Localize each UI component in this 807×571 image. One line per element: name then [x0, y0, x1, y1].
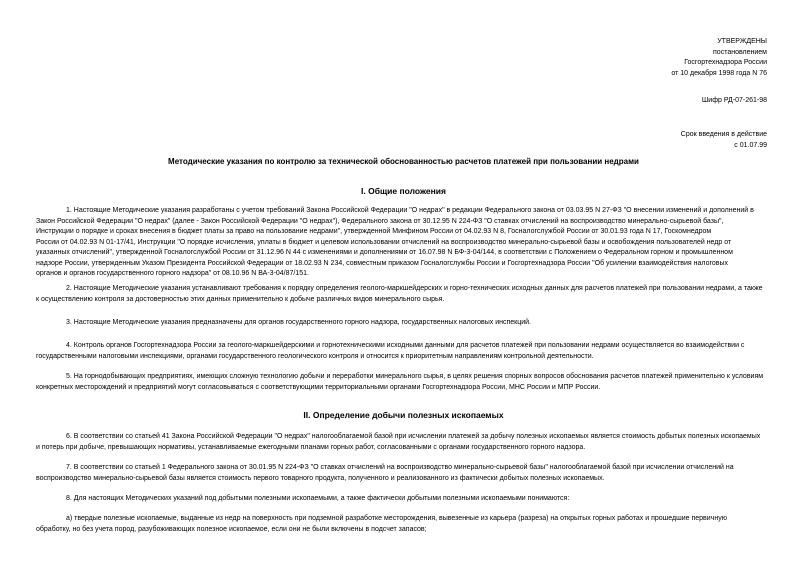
approval-line-2: постановлением	[713, 48, 767, 56]
paragraph-7	[36, 463, 770, 484]
paragraph-line: 4. Контроль органов Госгортехнадзора России за геолого-маркшейдерскими и горнотехническими исходными данными для расчетов платежей при пользовании недрами осуществляется во взаимодействии с	[66, 342, 745, 349]
paragraph-8	[36, 494, 770, 505]
effective-date: с 01.07.99	[734, 141, 767, 149]
paragraph-line: к осуществлению контроля за достоверностью этих данных применительно к добыче различных видов минерального сырья.	[36, 295, 445, 303]
paragraph-line: России от 04.02.93 N 01-17/41, Инструкции "О порядке исчисления, уплаты в бюджет и целевом использовании отчислений на воспроизводство минерально-сырьевой базы и освобождения пользователей недр от	[36, 238, 732, 246]
paragraph-1	[36, 206, 770, 280]
paragraph-line: 6. В соответствии со статьей 41 Закона Российской Федерации "О недрах" налогооблагаемой базой при исчислении платежей за добычу полезных ископаемых является стоимость добытых полезных ископаемых	[66, 433, 761, 440]
paragraph-line: а) твердые полезные ископаемые, выданные из недр на поверхность при подземной разработке месторождения, вывезенные из карьера (разреза) на открытых горных работах и прошедшие первичную	[66, 515, 727, 522]
effective-label: Срок введения в действие	[680, 131, 767, 138]
paragraph-line: обработку, но без учета пород, разубоживающих полезное ископаемое, если они не были включены в подсчет запасов;	[36, 525, 427, 533]
approval-block	[557, 37, 767, 79]
paragraph-line: 3. Настоящие Методические указания предназначены для органов государственного горного надзора, государственных налоговых инспекций.	[66, 319, 531, 326]
paragraph-5	[36, 372, 770, 393]
paragraph-line: государственными налоговыми инспекциями, органами государственного геологического контроля и относится к приоритетным направлениям контрольной деятельности.	[36, 352, 594, 360]
paragraph-2	[36, 284, 770, 305]
paragraph-4	[36, 341, 770, 362]
paragraph-line: конкретных месторождений и предприятий могут согласовываться с соответствующими территориальными органами Госгортехнадзора России, МНС России и МПР России.	[36, 383, 601, 391]
paragraph-line: 8. Для настоящих Методических указаний под добытыми полезными ископаемыми, а также фактически добытыми полезными ископаемыми понимаются:	[66, 495, 570, 502]
paragraph-line: Закон Российской Федерации "О недрах" (далее - Закон Российской Федерации "О недрах"), Федерального закона от 30.12.95 N 224-ФЗ "О ставках отчислений на воспроизводство минерально-сырьевой базы",	[36, 217, 724, 225]
paragraph-8a	[36, 514, 770, 535]
paragraph-line: надзоре России, утвержденным Указом Президента Российской Федерации от 18.02.93 N 234, совместным приказом Госналогслужбы России и Госгортехнадзора России "Об усилении взаимодействия налоговых	[36, 259, 728, 267]
approval-line-4: от 10 декабря 1998 года N 76	[671, 69, 767, 77]
paragraph-line: 1. Настоящие Методические указания разработаны с учетом требований Закона Российской Федерации "О недрах" в редакции Федерального закона от 03.03.95 N 27-ФЗ "О внесении изменений и дополнений в	[66, 207, 754, 214]
approval-line-3: Госгортехнадзора России	[684, 59, 767, 66]
paragraph-line: 7. В соответствии со статьей 1 Федерального закона от 30.01.95 N 224-ФЗ "О ставках отчислений на воспроизводство минерально-сырьевой базы" налогооблагаемой базой при исчислении отчислений на	[66, 464, 734, 471]
section-1-heading: I. Общие положения	[361, 186, 446, 196]
approval-line-1: УТВЕРЖДЕНЫ	[717, 38, 767, 45]
document-title: Методические указания по контролю за технической обоснованностью расчетов платежей при пользовании недрами	[168, 157, 639, 166]
paragraph-line: Инструкции о порядке и сроках внесения в бюджет платы за право на пользование недрами", утвержденной Минфином России от 04.02.93 N 8, Госналогслужбой России от 30.01.93 года N 17, Госкомнедром	[36, 228, 712, 235]
paragraph-line: указанных отчислений", утвержденной Госналогслужбой России от 31.12.96 N 44 с изменениями и дополнениями от 16.07.98 N БФ-3-04/144, в соответствии с Положением о Федеральном горном и промышленном	[36, 249, 733, 256]
paragraph-3	[36, 318, 770, 329]
paragraph-line: воспроизводство минерально-сырьевой базы является стоимость первого товарного продукта, полученного и реализованного из фактически добытых полезных ископаемых.	[36, 474, 605, 482]
paragraph-line: и потерь при добыче, превышающих нормативы, устанавливаемые ежегодными планами горных работ, согласованными с органами государственного горного надзора.	[36, 443, 586, 451]
document-cipher: Шифр РД-07-261-98	[701, 97, 767, 104]
section-2-heading: II. Определение добычи полезных ископаемых	[303, 410, 504, 420]
paragraph-line: 5. На горнодобывающих предприятиях, имеющих сложную технологию добычи и переработки минерального сырья, в целях решения спорных вопросов обоснования расчетов платежей применительно к условиям	[66, 373, 764, 380]
effective-date-block	[681, 130, 767, 151]
paragraph-line: 2. Настоящие Методические указания устанавливают требования к порядку определения геолого-маркшейдерских и горно-технических исходных данных для расчетов платежей при пользовании недрами, а также	[66, 285, 763, 292]
paragraph-line: органов и органов государственного горного надзора" от 08.10.96 N ВА-3-04/87/151.	[36, 270, 309, 277]
paragraph-6	[36, 432, 770, 453]
